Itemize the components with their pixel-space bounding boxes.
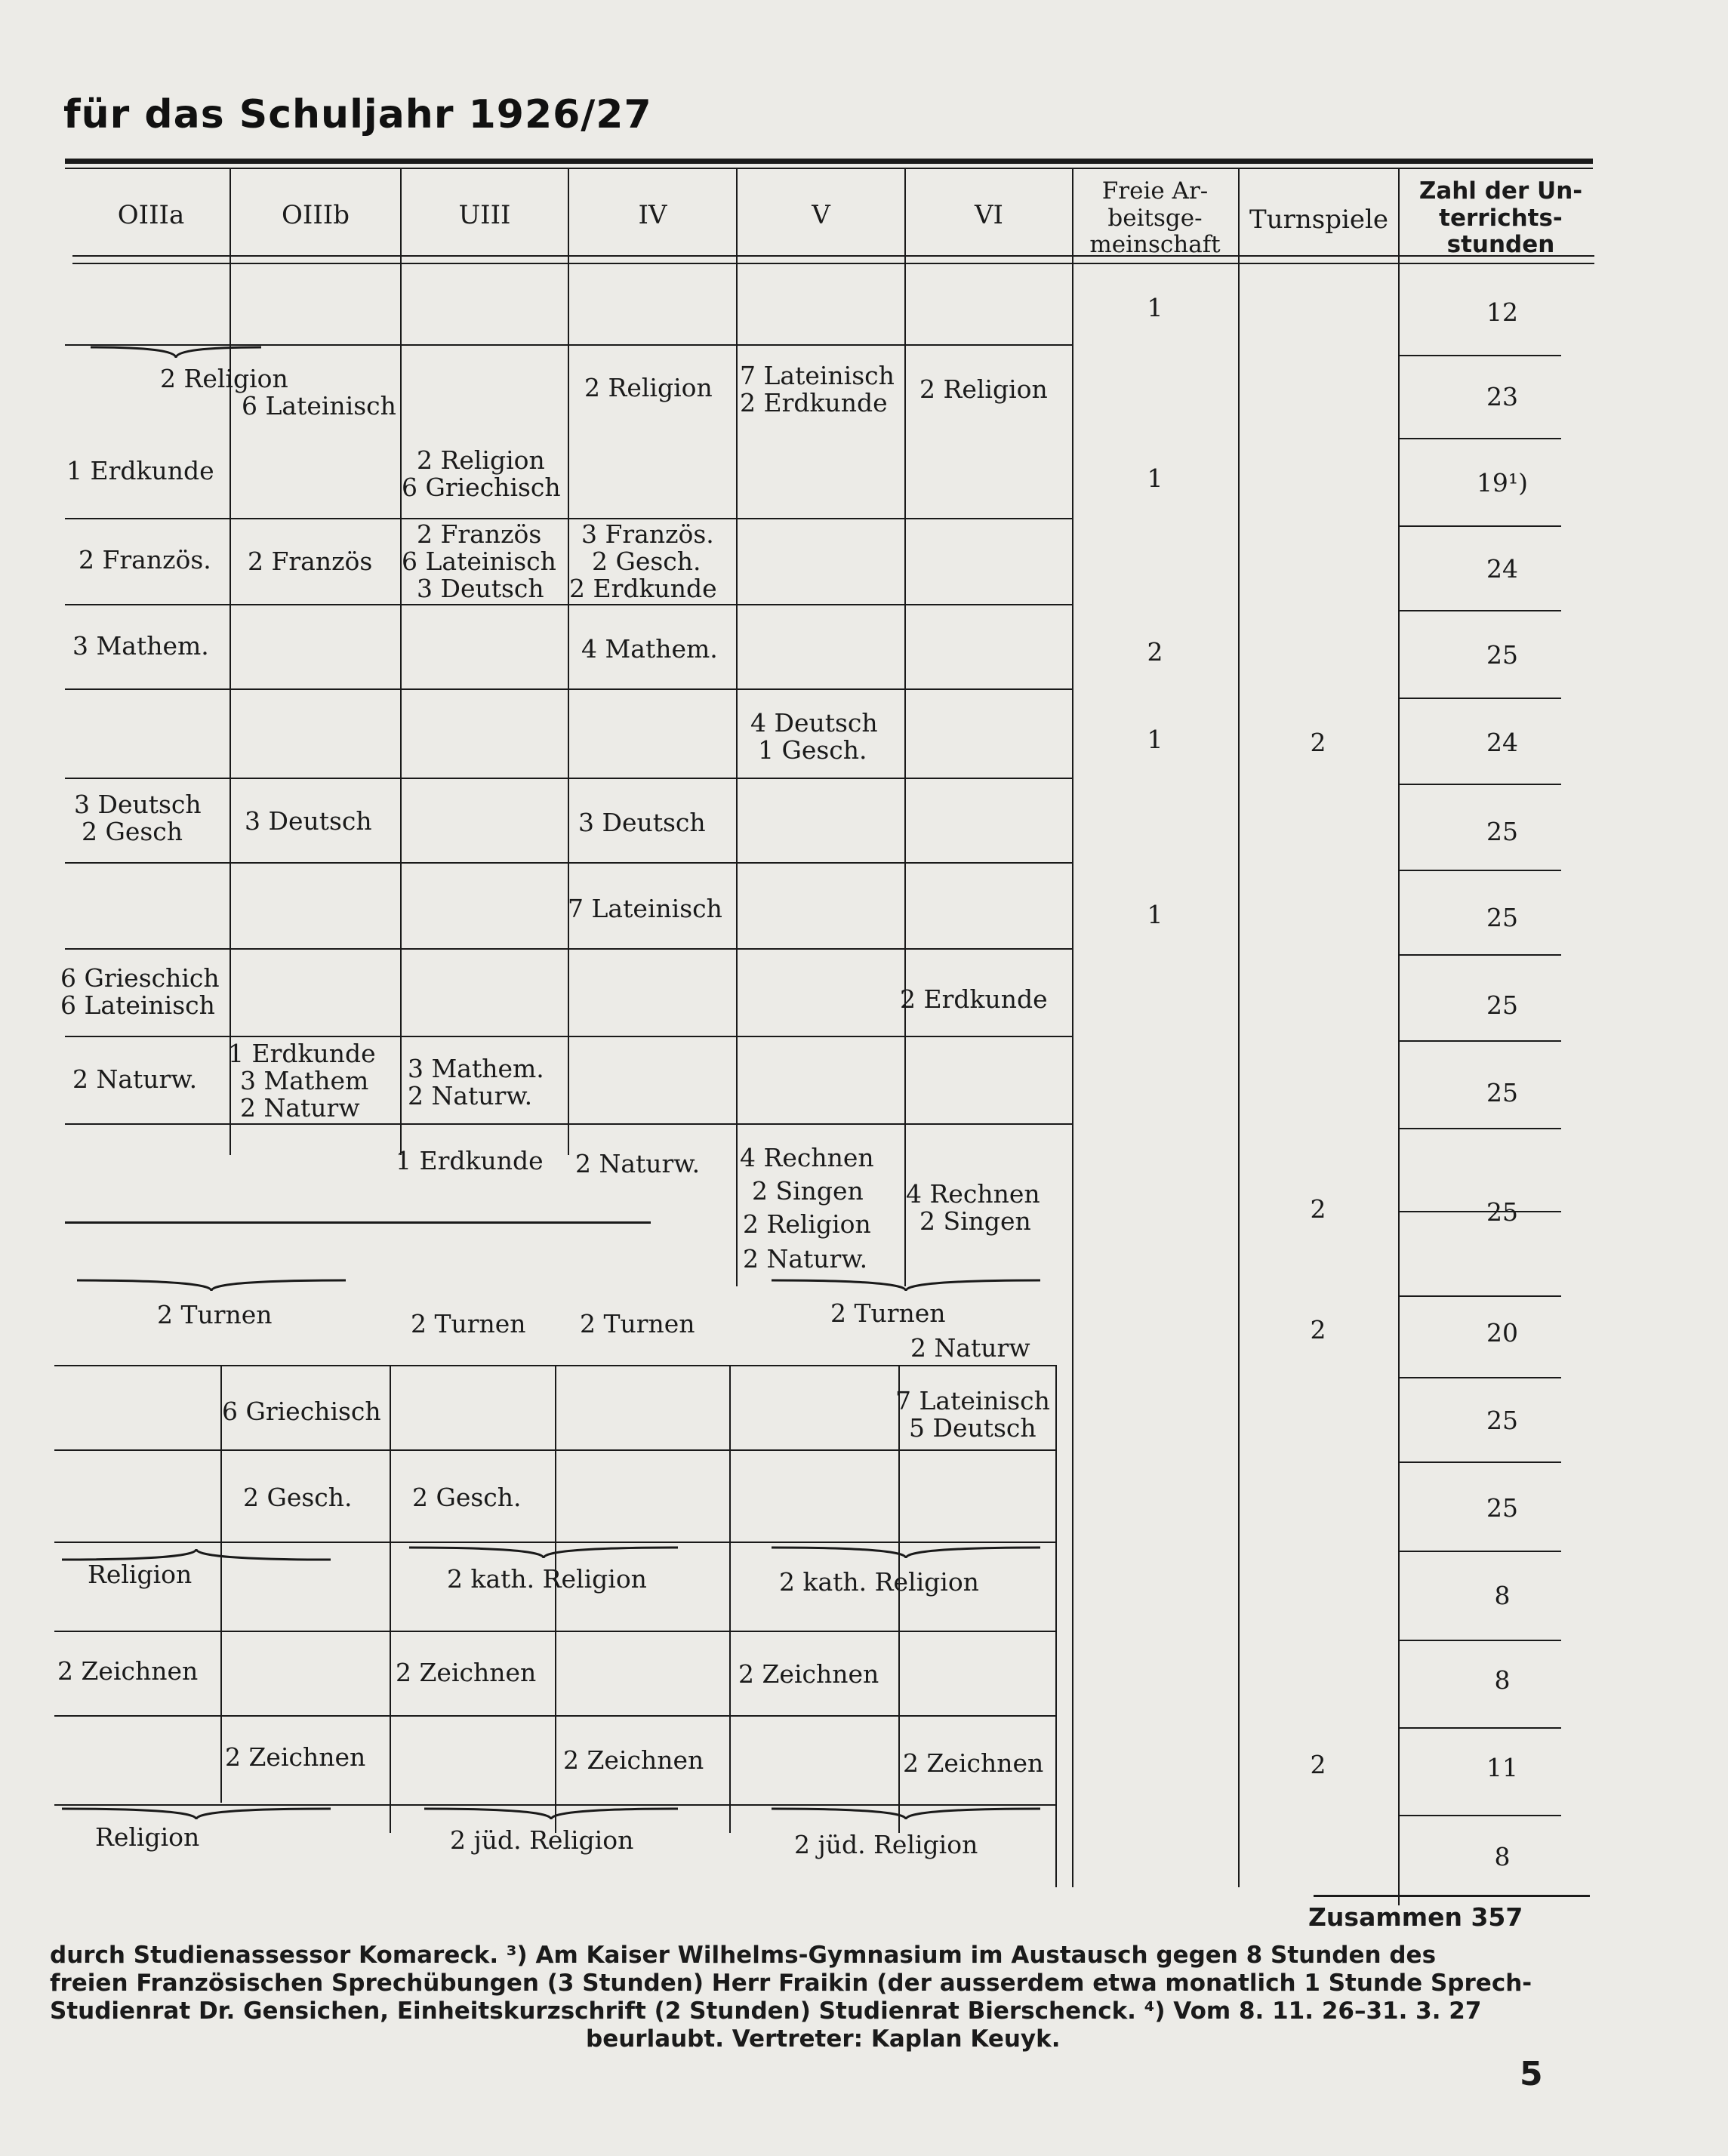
top-rule	[65, 159, 1593, 164]
subject-cell: 2 Französ.	[79, 545, 211, 574]
brace-mark	[408, 1545, 679, 1563]
subject-cell: 3 Deutsch	[578, 808, 706, 837]
subject-cell: 2 Religion	[743, 1209, 871, 1239]
brace-mark	[89, 344, 263, 362]
row-total: 8	[1494, 1665, 1511, 1695]
subject-cell: 6 Lateinisch	[242, 391, 396, 420]
subject-cell: 4 Deutsch	[750, 708, 878, 738]
col-divider	[1055, 1365, 1057, 1887]
footnote-line: freien Französischen Sprechübungen (3 Stunden) Herr Fraikin (der ausserdem etwa monatlich 1 Stunde Sprech-	[50, 1970, 1532, 1997]
header-rule	[72, 255, 1594, 257]
header-turnspiele: Turnspiele	[1249, 205, 1388, 235]
brace-mark	[770, 1277, 1042, 1295]
subject-cell: 6 Grieschich	[60, 963, 220, 993]
brace-mark	[75, 1277, 347, 1295]
row-total: 24	[1486, 554, 1518, 584]
subject-cell: 2 Gesch.	[592, 547, 701, 576]
subject-cell: 2 Religion	[584, 373, 713, 402]
col-divider	[736, 169, 738, 1286]
games-value: 2	[1310, 1750, 1326, 1779]
row-line	[1398, 525, 1561, 527]
row-line	[65, 862, 1072, 864]
row-line	[1398, 438, 1561, 439]
subject-cell: 2 Zeichnen	[563, 1745, 704, 1775]
subject-cell: 1 Erdkunde	[66, 456, 214, 485]
row-total: 19¹)	[1476, 468, 1529, 497]
total-rule	[1314, 1895, 1590, 1897]
free-work-value: 1	[1147, 293, 1163, 322]
footnote-line: beurlaubt. Vertreter: Kaplan Keuyk.	[586, 2025, 1061, 2053]
col-divider	[1238, 169, 1240, 1887]
row-line	[1398, 870, 1561, 871]
section-rule	[65, 1221, 651, 1224]
row-total: 8	[1494, 1581, 1511, 1610]
col-divider	[220, 1365, 222, 1803]
header-vi: VI	[975, 200, 1003, 230]
row-total: 23	[1486, 382, 1518, 411]
subject-cell: 2 Turnen	[830, 1298, 946, 1328]
row-line	[65, 688, 1072, 690]
subject-cell: 2 Naturw.	[575, 1149, 701, 1178]
footnote-line: durch Studienassessor Komareck. ³) Am Kaiser Wilhelms-Gymnasium im Austausch gegen 8 Stunden des	[50, 1942, 1437, 1969]
subject-cell: 2 Turnen	[580, 1309, 695, 1338]
row-total: 25	[1486, 1493, 1518, 1523]
row-line	[1398, 698, 1561, 699]
col-divider	[568, 169, 569, 1155]
header-freie-arbeitsgemeinschaft: Freie Ar- beitsge- meinschaft	[1089, 177, 1221, 259]
games-value: 2	[1310, 728, 1326, 757]
subject-cell: 6 Lateinisch	[402, 547, 556, 576]
subject-cell: 2 Zeichnen	[57, 1656, 199, 1686]
row-total: 25	[1486, 1197, 1518, 1227]
row-line	[1398, 355, 1561, 356]
page-number: 5	[1520, 2055, 1543, 2093]
games-value: 2	[1310, 1194, 1326, 1224]
row-line	[1398, 1461, 1561, 1463]
row-line	[1398, 1640, 1561, 1641]
top-rule-thin	[65, 168, 1593, 169]
subject-cell: 2 Naturw.	[72, 1064, 198, 1094]
subject-cell: 6 Griechisch	[402, 473, 561, 502]
col-divider	[1398, 169, 1400, 1905]
subject-cell: 3 Französ.	[581, 519, 714, 549]
row-total: 25	[1486, 903, 1518, 932]
footnote-line: Studienrat Dr. Gensichen, Einheitskurzschrift (2 Stunden) Studienrat Bierschenck. ⁴) Vom 8. 11. 26–31. 3. 27	[50, 1997, 1482, 2025]
row-line	[1398, 1040, 1561, 1042]
header-rule-2	[72, 263, 1594, 264]
row-line	[1398, 1727, 1561, 1729]
row-line	[65, 1036, 1072, 1037]
row-line	[1398, 784, 1561, 785]
subject-cell: 7 Lateinisch	[740, 361, 895, 390]
total-sum: Zusammen 357	[1308, 1902, 1523, 1932]
subject-cell: 7 Lateinisch	[895, 1386, 1050, 1415]
subject-cell: 1 Gesch.	[758, 735, 867, 765]
row-line	[65, 604, 1072, 605]
subject-cell: 3 Mathem.	[72, 631, 209, 661]
col-divider	[904, 169, 906, 1286]
row-line	[1398, 1295, 1561, 1297]
brace-mark	[770, 1545, 1042, 1563]
subject-cell: 2 kath. Religion	[447, 1564, 647, 1594]
row-total: 25	[1486, 817, 1518, 846]
subject-cell: 6 Lateinisch	[60, 990, 215, 1020]
subject-cell: Religion	[88, 1560, 193, 1589]
subject-cell: 2 Naturw	[240, 1093, 360, 1123]
row-line	[54, 1449, 1055, 1451]
col-divider	[390, 1365, 391, 1833]
brace-mark	[770, 1806, 1042, 1824]
subject-cell: 4 Rechnen	[906, 1179, 1040, 1209]
subject-cell: 2 kath. Religion	[779, 1567, 979, 1597]
page-title: für das Schuljahr 1926/27	[63, 92, 652, 137]
header-iv: IV	[638, 200, 667, 230]
subject-cell: 2 Gesch	[82, 817, 183, 846]
row-line	[65, 778, 1072, 779]
subject-cell: 2 Turnen	[157, 1300, 273, 1329]
subject-cell: 7 Lateinisch	[568, 894, 722, 923]
subject-cell: 1 Erdkunde	[228, 1039, 376, 1068]
header-v: V	[812, 200, 830, 230]
header-zahl-der-unterrichtsstunden: Zahl der Un- terrichts- stunden	[1418, 177, 1583, 259]
free-work-value: 1	[1147, 464, 1163, 493]
row-line	[1398, 954, 1561, 956]
row-total: 25	[1486, 640, 1518, 670]
subject-cell: 3 Mathem	[240, 1066, 369, 1095]
subject-cell: 1 Erdkunde	[396, 1146, 544, 1175]
subject-cell: 2 Gesch.	[243, 1483, 353, 1512]
subject-cell: 2 jüd. Religion	[450, 1825, 634, 1855]
col-divider	[229, 169, 231, 1155]
subject-cell: 2 jüd. Religion	[794, 1830, 978, 1859]
subject-cell: 2 Zeichnen	[225, 1742, 366, 1772]
col-divider	[555, 1365, 556, 1833]
subject-cell: 2 Singen	[752, 1176, 864, 1206]
subject-cell: 2 Naturw	[910, 1333, 1030, 1363]
free-work-value: 1	[1147, 725, 1163, 754]
subject-cell: 6 Griechisch	[222, 1397, 381, 1426]
row-line	[54, 1542, 1055, 1543]
row-line	[65, 1123, 1072, 1125]
subject-cell: 3 Mathem.	[408, 1054, 544, 1083]
footnotes	[50, 1942, 1590, 2053]
subject-cell: 2 Religion	[417, 445, 545, 475]
brace-mark	[60, 1806, 332, 1824]
subject-cell: 2 Zeichnen	[738, 1659, 879, 1689]
games-value: 2	[1310, 1315, 1326, 1344]
subject-cell: 2 Erdkunde	[569, 574, 717, 603]
row-total: 20	[1486, 1318, 1518, 1348]
row-total: 12	[1486, 297, 1518, 327]
row-line	[1398, 610, 1561, 611]
brace-mark	[423, 1806, 679, 1824]
row-line	[54, 1365, 1055, 1366]
subject-cell: 2 Singen	[919, 1206, 1031, 1236]
subject-cell: 2 Gesch.	[412, 1483, 522, 1512]
subject-cell: 2 Französ	[248, 547, 373, 576]
row-total: 25	[1486, 1406, 1518, 1435]
row-line	[1398, 1377, 1561, 1378]
subject-cell: 2 Zeichnen	[903, 1748, 1044, 1778]
header-uiii: UIII	[458, 200, 511, 230]
subject-cell: 2 Religion	[160, 364, 288, 393]
row-total: 25	[1486, 990, 1518, 1020]
header-oiiib: OIIIb	[282, 200, 350, 230]
col-divider	[400, 169, 402, 1155]
subject-cell: 2 Französ	[417, 519, 542, 549]
row-line	[65, 948, 1072, 950]
row-line	[1398, 1128, 1561, 1129]
row-total: 8	[1494, 1842, 1511, 1871]
subject-cell: 2 Religion	[919, 374, 1048, 404]
header-oiiia: OIIIa	[117, 200, 185, 230]
subject-cell: 2 Naturw.	[743, 1244, 868, 1274]
row-total: 11	[1486, 1753, 1518, 1782]
row-line	[54, 1715, 1055, 1717]
row-line	[65, 518, 1072, 519]
subject-cell: 3 Deutsch	[245, 806, 372, 836]
row-line	[1398, 1551, 1561, 1552]
subject-cell: Religion	[95, 1822, 200, 1852]
subject-cell: 4 Rechnen	[740, 1143, 874, 1172]
row-total: 24	[1486, 728, 1518, 757]
subject-cell: 2 Naturw.	[408, 1081, 533, 1110]
subject-cell: 5 Deutsch	[909, 1413, 1036, 1443]
row-line	[54, 1631, 1055, 1632]
subject-cell: 2 Erdkunde	[900, 984, 1048, 1014]
subject-cell: 2 Zeichnen	[396, 1658, 537, 1687]
subject-cell: 2 Erdkunde	[740, 388, 888, 417]
col-divider	[729, 1365, 731, 1833]
subject-cell: 3 Deutsch	[74, 790, 202, 819]
row-line	[1398, 1815, 1561, 1816]
subject-cell: 2 Turnen	[411, 1309, 526, 1338]
free-work-value: 1	[1147, 900, 1163, 929]
col-divider	[1072, 169, 1073, 1887]
col-divider	[898, 1365, 900, 1833]
subject-cell: 3 Deutsch	[417, 574, 544, 603]
free-work-value: 2	[1147, 637, 1163, 667]
subject-cell: 4 Mathem.	[581, 634, 718, 664]
row-total: 25	[1486, 1078, 1518, 1107]
